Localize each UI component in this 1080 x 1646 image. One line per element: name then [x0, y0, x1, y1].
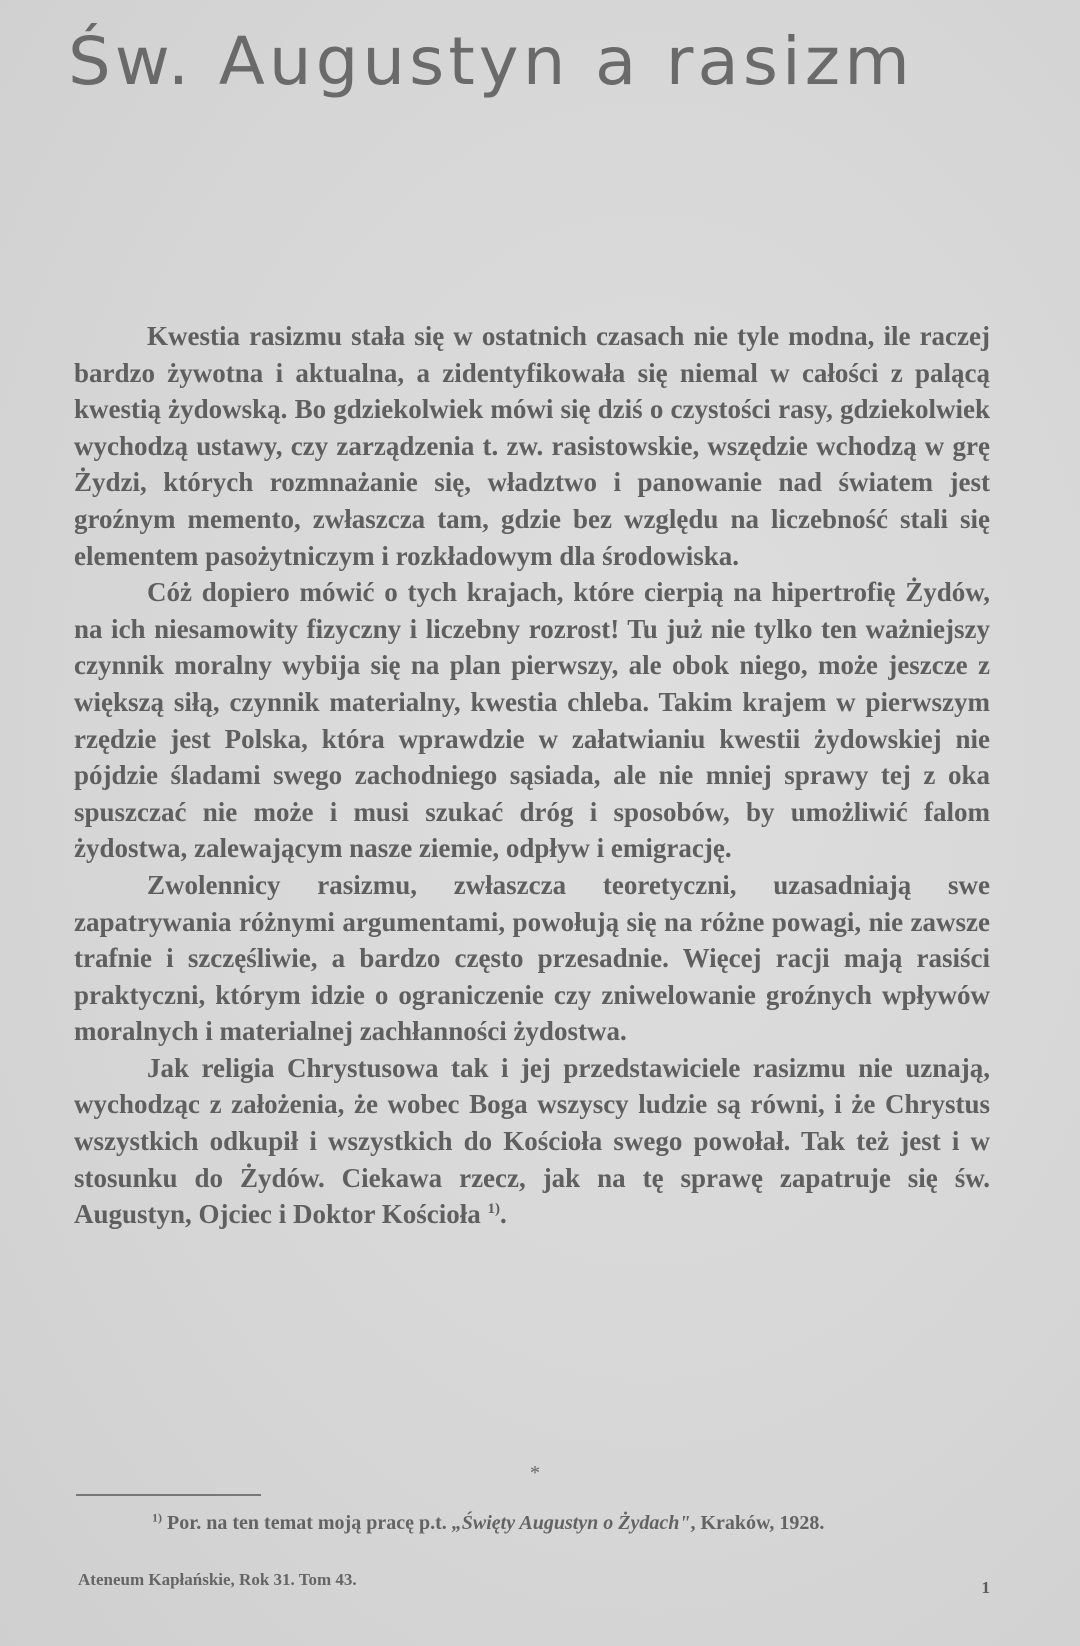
footnote-cited-title: „Święty Augustyn o Żydach" [451, 1512, 691, 1534]
footnote [78, 1508, 993, 1538]
paragraph: Zwolennicy rasizmu, zwłaszcza teoretyczni, uzasadniają swe zapatrywania różnymi argumentami, powołują się na różne powagi, nie zawsze trafnie i szczęśliwie, a bardzo często przesadnie. Więcej racji mają rasiści praktyczni, którym idzie o ograniczenie czy zniwelowanie groźnych wpływów moralnych i materialnej zachłanności żydostwa. [74, 869, 990, 1047]
footnote-marker: 1) [152, 1510, 162, 1525]
footnote-reference[interactable]: 1) [487, 1201, 500, 1218]
footnote-divider [76, 1494, 261, 1496]
paragraph-text: Jak religia Chrystusowa tak i jej przedstawiciele rasizmu nie uznają, wychodząc z założenia, że wobec Boga wszyscy ludzie są równi, i że Chrystus wszystkich odkupił i wszystkich do Kościoła swego powołał. Tak też jest i w stosunku do Żydów. Ciekawa rzecz, jak na tę sprawę zapatruje się św. Augustyn, Ojciec i Doktor Kościoła [74, 1052, 990, 1230]
article-title: Św. Augustyn a rasizm [68, 23, 914, 100]
page-number: 1 [981, 1578, 990, 1597]
paragraph-with-footnote: Jak religia Chrystusowa tak i jej przedstawiciele rasizmu nie uznają, wychodząc z założenia, że wobec Boga wszyscy ludzie są równi, i że Chrystus wszystkich odkupił i wszystkich do Kościoła swego powołał. Tak też jest i w stosunku do Żydów. Ciekawa rzecz, jak na tę sprawę zapatruje się św. Augustyn, Ojciec i Doktor Kościoła $^{1)}$. [74, 1052, 990, 1230]
paragraph: Kwestia rasizmu stała się w ostatnich czasach nie tyle modna, ile raczej bardzo żywotna i aktualna, a zidentyfikowała się niemal w całości z palącą kwestią żydowską. Bo gdziekolwiek mówi się dziś o czystości rasy, gdziekolwiek wychodzą ustawy, czy zarządzenia t. zw. rasistowskie, wszędzie wchodzą w grę Żydzi, których rozmnażanie się, władztwo i panowanie nad światem jest groźnym memento, zwłaszcza tam, gdzie bez względu na liczebność stali się elementem pasożytniczym i rozkładowym dla środowiska. [74, 321, 990, 571]
end-mark: * [530, 1462, 540, 1484]
footnote-publication: , Kraków, 1928. [690, 1512, 825, 1534]
article-body [74, 318, 990, 1233]
journal-footer: Ateneum Kapłańskie, Rok 31. Tom 43. [78, 1570, 357, 1589]
footnote-text: Por. na ten temat moją pracę p.t. [167, 1512, 452, 1534]
paragraph: Cóż dopiero mówić o tych krajach, które cierpią na hipertrofię Żydów, na ich niesamowity fizyczny i liczebny rozrost! Tu już nie tylko ten ważniejszy czynnik moralny wybija się na plan pierwszy, ale obok niego, może jeszcze z większą siłą, czynnik materialny, kwestia chleba. Takim krajem w pierwszym rzędzie jest Polska, która wprawdzie w załatwianiu kwestii żydowskiej nie pójdzie śladami swego zachodniego sąsiada, ale nie mniej sprawy tej z oka spuszczać nie może i musi szukać dróg i sposobów, by umożliwić falom żydostwa, zalewającym nasze ziemie, odpływ i emigrację. [74, 577, 990, 864]
